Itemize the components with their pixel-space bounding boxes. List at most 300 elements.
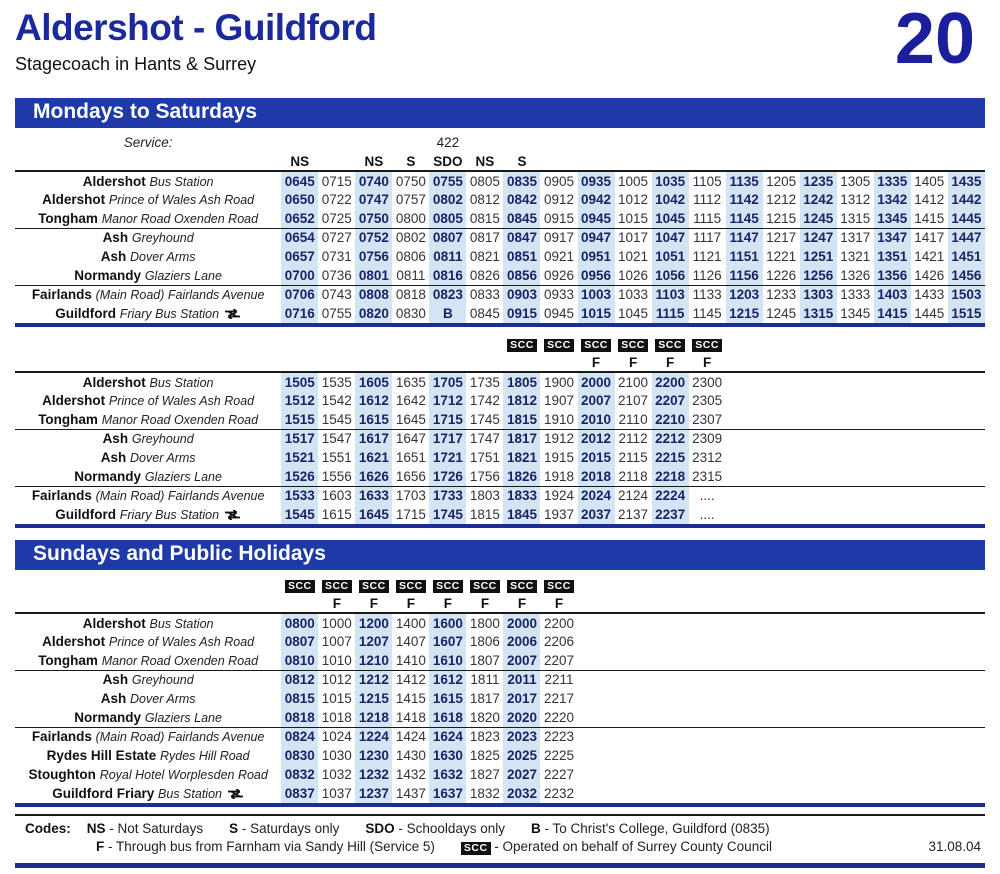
time-cell [726, 429, 763, 448]
table-row [15, 372, 985, 391]
time-cell: 1345 [840, 306, 871, 321]
code-header-cell: S [392, 152, 429, 171]
time-cell: 1832 [469, 786, 500, 801]
scc-header-cell [318, 575, 355, 594]
stop-name: Ash [102, 230, 129, 246]
code-header-cell: NS [355, 152, 392, 171]
time-cell [837, 429, 874, 448]
empty-cell [318, 133, 355, 152]
table-row [15, 784, 985, 803]
scc-header-cell [800, 575, 837, 594]
timetable-section [15, 540, 985, 807]
time-cell: 2207 [652, 391, 689, 410]
time-cell [874, 391, 911, 410]
time-cell: 2032 [503, 784, 540, 803]
time-cell: 0817 [466, 228, 503, 247]
time-cell [689, 632, 726, 651]
time-cell: 0956 [578, 266, 615, 285]
time-cell: 1030 [321, 748, 352, 763]
time-cell: 1145 [692, 306, 722, 321]
scc-header-cell [318, 334, 355, 353]
time-cell: 1647 [392, 429, 429, 448]
time-cell: 2112 [615, 429, 652, 448]
time-cell [911, 765, 948, 784]
f-header-cell [281, 353, 318, 372]
time-cell [800, 689, 837, 708]
time-cell [911, 467, 948, 486]
time-cell [911, 727, 948, 746]
f-header-cell [540, 353, 577, 372]
time-cell: 1535 [321, 374, 352, 390]
time-cell: 1215 [766, 210, 797, 226]
scc-header-cell [540, 575, 577, 594]
time-cell: 1603 [318, 486, 355, 505]
time-cell: 1315 [800, 304, 837, 323]
time-cell: 2137 [618, 507, 649, 522]
f-header-cell: F [392, 594, 429, 613]
time-cell: 0820 [355, 304, 392, 323]
time-cell [874, 670, 911, 689]
stop-description: Prince of Wales Ash Road [108, 193, 255, 207]
time-cell: 2011 [503, 670, 540, 689]
time-cell [800, 486, 837, 505]
scc-badge: SCC [544, 339, 574, 352]
time-cell: 1005 [618, 173, 649, 189]
time-cell: 1115 [652, 304, 689, 323]
time-cell [874, 727, 911, 746]
time-cell [726, 727, 763, 746]
stop-description: Glaziers Lane [144, 268, 222, 283]
table-row [15, 746, 985, 765]
time-cell: 1815 [469, 507, 500, 522]
time-cell [911, 410, 948, 429]
time-cell: 1312 [840, 192, 871, 207]
stop-description: Bus Station [149, 375, 214, 390]
stop-label-cell [15, 708, 281, 727]
stop-label-cell [15, 304, 281, 323]
time-cell [948, 746, 985, 765]
empty-cell [503, 133, 540, 152]
stop-label-cell [15, 784, 281, 803]
time-cell: 1215 [726, 304, 763, 323]
time-cell: 2018 [578, 467, 615, 486]
time-cell: 0830 [395, 306, 426, 321]
stop-label-cell [15, 190, 281, 209]
table-row [15, 632, 985, 651]
empty-cell [874, 133, 911, 152]
empty-cell [15, 353, 281, 372]
time-cell: 2220 [543, 709, 575, 725]
time-cell [911, 486, 948, 505]
scc-header-cell [281, 334, 318, 353]
f-header-cell [948, 594, 985, 613]
time-cell: 2309 [689, 429, 726, 448]
time-cell [763, 708, 800, 727]
scc-header-cell [874, 334, 911, 353]
time-cell: 1642 [395, 393, 426, 408]
time-cell: 1825 [469, 748, 500, 763]
time-cell: 1820 [469, 709, 500, 725]
table-row [15, 304, 985, 323]
time-cell: 1735 [469, 374, 500, 390]
time-cell: 0747 [355, 190, 392, 209]
f-header-row [15, 353, 985, 372]
time-cell: 2224 [652, 486, 689, 505]
time-cell: 2206 [543, 634, 575, 649]
time-cell: 1910 [543, 411, 575, 427]
timetable-table [15, 334, 985, 524]
code-header-cell [652, 152, 689, 171]
time-cell: 1326 [840, 267, 871, 283]
time-cell [874, 486, 911, 505]
stop-name: Ash [102, 672, 129, 688]
stop-description: Manor Road Oxenden Road [101, 412, 259, 427]
scc-header-cell [652, 334, 689, 353]
time-cell [689, 746, 726, 765]
time-cell: 1918 [543, 468, 575, 484]
stop-description: Rydes Hill Road [159, 749, 250, 763]
stop-label-cell [15, 247, 281, 266]
time-cell: 1045 [652, 209, 689, 228]
time-cell: 0811 [429, 247, 466, 266]
time-cell: 1156 [726, 266, 763, 285]
time-cell: 0800 [281, 613, 318, 632]
time-cell: 0845 [469, 306, 500, 321]
time-cell [837, 632, 874, 651]
stop-name: Fairlands [31, 729, 92, 745]
time-cell [726, 372, 763, 391]
codes-line-2 [25, 838, 981, 856]
issue-date: 31.08.04 [928, 839, 981, 854]
time-cell: 0645 [281, 171, 318, 190]
f-header-cell: F [429, 594, 466, 613]
time-cell [948, 391, 985, 410]
section-banner: Mondays to Saturdays [15, 98, 985, 128]
time-cell: 1907 [543, 393, 575, 408]
time-cell [726, 746, 763, 765]
stop-name: Tongham [38, 411, 98, 427]
time-cell: 0915 [503, 304, 540, 323]
f-header-cell [874, 353, 911, 372]
time-cell: 1605 [355, 372, 392, 391]
time-cell: 1751 [469, 450, 500, 465]
time-cell [800, 746, 837, 765]
time-cell: 1426 [914, 267, 945, 283]
time-cell: 2107 [618, 393, 649, 408]
time-cell: 1045 [618, 306, 649, 321]
stop-label-cell [15, 765, 281, 784]
time-cell: 1345 [874, 209, 911, 228]
time-cell: 1545 [281, 505, 318, 524]
time-cell [615, 708, 652, 727]
time-cell [726, 670, 763, 689]
stop-label-cell [15, 670, 281, 689]
time-cell: 1051 [652, 247, 689, 266]
time-cell: 0824 [281, 727, 318, 746]
time-cell: 2025 [503, 746, 540, 765]
time-cell: 2215 [652, 448, 689, 467]
f-header-cell [948, 353, 985, 372]
time-cell [837, 784, 874, 803]
time-cell [726, 505, 763, 524]
time-cell [763, 486, 800, 505]
empty-cell [615, 133, 652, 152]
time-cell: 0727 [318, 228, 355, 247]
time-cell: 0945 [543, 306, 575, 321]
time-cell [689, 651, 726, 670]
stop-description: Prince of Wales Ash Road [108, 635, 255, 649]
time-cell: 2000 [578, 372, 615, 391]
time-cell: 0847 [503, 228, 540, 247]
time-cell: 0806 [395, 249, 426, 264]
stop-label-cell [15, 228, 281, 247]
time-cell: 1000 [321, 615, 352, 631]
stop-label-cell [15, 651, 281, 670]
empty-cell [281, 133, 318, 152]
time-cell [615, 727, 652, 746]
time-cell [615, 784, 652, 803]
stop-description: Prince of Wales Ash Road [108, 394, 255, 408]
stop-description: Manor Road Oxenden Road [101, 211, 259, 226]
time-cell [800, 372, 837, 391]
time-cell: 0736 [321, 267, 352, 283]
time-cell: 1712 [429, 391, 466, 410]
time-cell [763, 410, 800, 429]
table-row [15, 285, 985, 304]
time-cell: 1217 [763, 228, 800, 247]
table-row [15, 708, 985, 727]
f-header-cell: F [615, 353, 652, 372]
time-cell [874, 410, 911, 429]
table-row [15, 505, 985, 524]
time-cell: 2023 [503, 727, 540, 746]
time-cell [948, 632, 985, 651]
time-cell: 1745 [469, 411, 500, 427]
time-cell: 1717 [429, 429, 466, 448]
f-header-cell [800, 353, 837, 372]
time-cell: 1032 [321, 767, 352, 782]
time-cell: 1447 [948, 228, 985, 247]
f-header-cell [392, 353, 429, 372]
time-cell: 1317 [837, 228, 874, 247]
time-cell [874, 505, 911, 524]
table-row [15, 486, 985, 505]
f-header-cell [429, 353, 466, 372]
table-row [15, 727, 985, 746]
time-cell: 0802 [392, 228, 429, 247]
time-cell [800, 467, 837, 486]
timetable-block [15, 133, 985, 327]
stop-name: Normandy [74, 267, 142, 283]
time-cell: 0915 [543, 210, 575, 226]
stop-name: Stoughton [28, 767, 96, 782]
code-definition: SDO - Schooldays only [365, 821, 505, 836]
stop-label-cell [15, 632, 281, 651]
time-cell: 1823 [466, 727, 503, 746]
time-cell: 2037 [578, 505, 615, 524]
time-cell: 2124 [615, 486, 652, 505]
f-header-cell: F [540, 594, 577, 613]
time-cell [652, 784, 689, 803]
time-cell: 1626 [355, 467, 392, 486]
time-cell [911, 391, 948, 410]
time-cell [689, 613, 726, 632]
time-cell: 0851 [503, 247, 540, 266]
time-cell: 1315 [840, 210, 871, 226]
time-cell: 1456 [948, 266, 985, 285]
time-cell [800, 708, 837, 727]
time-cell: 1807 [469, 652, 500, 668]
time-cell: 0837 [281, 784, 318, 803]
empty-cell [540, 133, 577, 152]
f-header-cell: F [355, 594, 392, 613]
time-cell: 1517 [281, 429, 318, 448]
time-cell: 1645 [395, 411, 426, 427]
time-cell: 1803 [466, 486, 503, 505]
time-cell: 0740 [355, 171, 392, 190]
scc-header-cell [837, 575, 874, 594]
time-cell [652, 651, 689, 670]
time-cell [874, 372, 911, 391]
time-cell [948, 505, 985, 524]
time-cell: 0743 [318, 285, 355, 304]
f-header-cell [874, 594, 911, 613]
codes-label: Codes: [25, 821, 71, 836]
time-cell [800, 505, 837, 524]
time-cell [800, 448, 837, 467]
time-cell: 2232 [543, 786, 575, 801]
time-cell: 1126 [692, 267, 722, 283]
time-cell: 0800 [395, 210, 426, 226]
time-cell: 0933 [540, 285, 577, 304]
time-cell: 0951 [578, 247, 615, 266]
time-cell: 1412 [392, 670, 429, 689]
time-cell [615, 632, 652, 651]
time-cell: 1121 [692, 249, 722, 264]
time-cell: 0731 [321, 249, 352, 264]
time-cell: 2027 [503, 765, 540, 784]
time-cell: 2115 [618, 450, 648, 465]
time-cell: 2312 [692, 450, 723, 465]
scc-header-row [15, 334, 985, 353]
time-cell [578, 689, 615, 708]
code-header-cell [578, 152, 615, 171]
time-cell [911, 746, 948, 765]
time-cell: 0832 [281, 765, 318, 784]
time-cell [689, 670, 726, 689]
f-header-cell [466, 353, 503, 372]
time-cell: 1224 [355, 727, 392, 746]
time-cell: 1105 [692, 173, 722, 189]
time-cell [800, 613, 837, 632]
time-cell [837, 391, 874, 410]
time-cell [800, 670, 837, 689]
table-row [15, 410, 985, 429]
time-cell: 1635 [395, 374, 426, 390]
time-cell: 1817 [503, 429, 540, 448]
time-cell: 1400 [395, 615, 426, 631]
time-cell: 1256 [800, 266, 837, 285]
f-header-cell: F [466, 594, 503, 613]
stop-description: Bus Station [149, 174, 214, 189]
time-cell: 1556 [321, 468, 352, 484]
scc-header-cell [540, 334, 577, 353]
code-key: NS [86, 821, 106, 836]
time-cell: 1142 [726, 190, 763, 209]
time-cell: 1715 [395, 507, 426, 522]
code-header-cell [874, 152, 911, 171]
time-cell [874, 689, 911, 708]
scc-header-cell [392, 575, 429, 594]
time-cell: 2020 [503, 708, 540, 727]
time-cell: .... [689, 486, 726, 505]
empty-cell [948, 133, 985, 152]
time-cell: 1133 [689, 285, 726, 304]
time-cell: 2211 [540, 670, 577, 689]
time-cell: 1445 [914, 306, 945, 321]
stop-description: (Main Road) Fairlands Avenue [95, 288, 265, 303]
time-cell: 0811 [396, 267, 426, 283]
time-cell: 2024 [578, 486, 615, 505]
time-cell: 1235 [800, 171, 837, 190]
time-cell: 1033 [615, 285, 652, 304]
empty-cell [15, 575, 281, 594]
f-header-cell [763, 353, 800, 372]
time-cell [874, 708, 911, 727]
stop-description: (Main Road) Fairlands Avenue [95, 489, 265, 504]
time-cell [652, 746, 689, 765]
code-definition: S - Saturdays only [229, 821, 340, 836]
time-cell: 1800 [469, 615, 500, 631]
time-cell [948, 727, 985, 746]
time-cell: 0755 [321, 306, 352, 321]
code-key: SDO [365, 821, 395, 836]
time-cell: 1232 [355, 765, 392, 784]
time-cell: 0650 [281, 190, 318, 209]
time-cell: 0750 [395, 173, 426, 189]
time-cell: 2015 [578, 448, 615, 467]
f-header-cell [726, 353, 763, 372]
time-cell: 1703 [392, 486, 429, 505]
time-cell: 0816 [429, 266, 466, 285]
time-cell: 1756 [469, 468, 500, 484]
time-cell: 1200 [355, 613, 392, 632]
scc-header-cell [615, 575, 652, 594]
f-header-cell [578, 594, 615, 613]
stop-name: Ash [100, 691, 127, 706]
time-cell: 1645 [355, 505, 392, 524]
code-definition: NS - Not Saturdays [86, 821, 204, 836]
scc-badge: SCC [470, 580, 500, 593]
service-label: Service: [123, 135, 173, 150]
time-cell: 2007 [578, 391, 615, 410]
scc-header-cell [355, 575, 392, 594]
time-cell: 1415 [874, 304, 911, 323]
code-header-cell [763, 152, 800, 171]
time-cell: 1212 [355, 670, 392, 689]
table-row [15, 266, 985, 285]
scc-header-cell [874, 575, 911, 594]
time-cell: 1112 [693, 192, 722, 207]
time-cell [578, 746, 615, 765]
time-cell: 2300 [692, 374, 723, 390]
time-cell: 1007 [321, 634, 352, 649]
time-cell: 1607 [429, 632, 466, 651]
scc-badge: SCC [461, 842, 491, 855]
time-cell: 0823 [429, 285, 466, 304]
scc-header-cell [726, 575, 763, 594]
time-cell: 1347 [874, 228, 911, 247]
